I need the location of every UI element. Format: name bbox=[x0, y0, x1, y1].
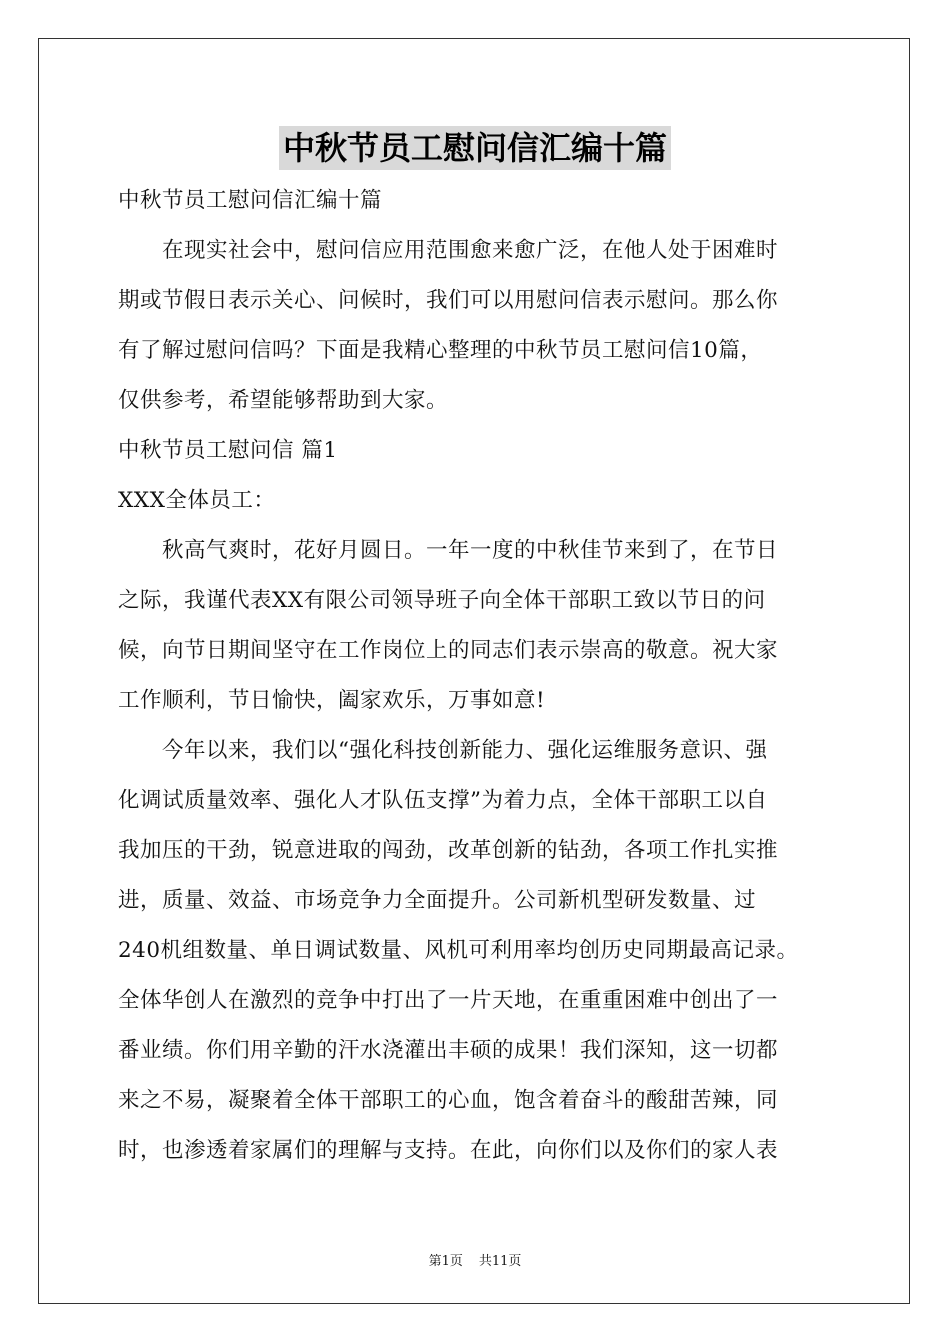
document-body bbox=[118, 176, 838, 1176]
paragraph-line: 今年以来，我们以“强化科技创新能力、强化运维服务意识、强 bbox=[162, 738, 768, 763]
title-wrap bbox=[0, 126, 950, 170]
subtitle-line: 中秋节员工慰问信汇编十篇 bbox=[118, 188, 383, 213]
paragraph-line: 仅供参考，希望能够帮助到大家。 bbox=[118, 388, 449, 413]
document-title: 中秋节员工慰问信汇编十篇 bbox=[279, 126, 671, 170]
paragraph-line: 全体华创人在激烈的竞争中打出了一片天地，在重重困难中创出了一 bbox=[118, 988, 779, 1013]
paragraph-line: 我加压的干劲，锐意进取的闯劲，改革创新的钻劲，各项工作扎实推 bbox=[118, 838, 779, 863]
section-heading: 中秋节员工慰问信 篇1 bbox=[118, 438, 338, 463]
paragraph-line: 来之不易，凝聚着全体干部职工的心血，饱含着奋斗的酸甜苦辣，同 bbox=[118, 1088, 779, 1113]
paragraph-line: 240机组数量、单日调试数量、风机可利用率均创历史同期最高记录。 bbox=[118, 938, 799, 963]
page-number-total: 共11页 bbox=[478, 1254, 522, 1269]
paragraph-line: 秋高气爽时，花好月圆日。一年一度的中秋佳节来到了，在节日 bbox=[162, 538, 779, 563]
paragraph-line: 化调试质量效率、强化人才队伍支撑”为着力点，全体干部职工以自 bbox=[118, 788, 768, 813]
paragraph-line: 期或节假日表示关心、问候时，我们可以用慰问信表示慰问。那么你 bbox=[118, 288, 779, 313]
paragraph-line: 进，质量、效益、市场竞争力全面提升。公司新机型研发数量、过 bbox=[118, 888, 757, 913]
paragraph-line: 候，向节日期间坚守在工作岗位上的同志们表示崇高的敬意。祝大家 bbox=[118, 638, 779, 663]
paragraph-line: 在现实社会中，慰问信应用范围愈来愈广泛，在他人处于困难时 bbox=[162, 238, 779, 263]
paragraph-line: 之际，我谨代表XX有限公司领导班子向全体干部职工致以节日的问 bbox=[118, 588, 766, 613]
page-footer bbox=[0, 1250, 950, 1269]
paragraph-line: 工作顺利，节日愉快，阖家欢乐，万事如意! bbox=[118, 688, 546, 713]
paragraph-line: 番业绩。你们用辛勤的汗水浇灌出丰硕的成果！我们深知，这一切都 bbox=[118, 1038, 779, 1063]
page-number-current: 第1页 bbox=[428, 1254, 463, 1269]
paragraph-line: 时，也渗透着家属们的理解与支持。在此，向你们以及你们的家人表 bbox=[118, 1138, 779, 1163]
salutation-line: XXX全体员工： bbox=[118, 488, 276, 513]
paragraph-line: 有了解过慰问信吗？下面是我精心整理的中秋节员工慰问信10篇， bbox=[118, 338, 763, 363]
